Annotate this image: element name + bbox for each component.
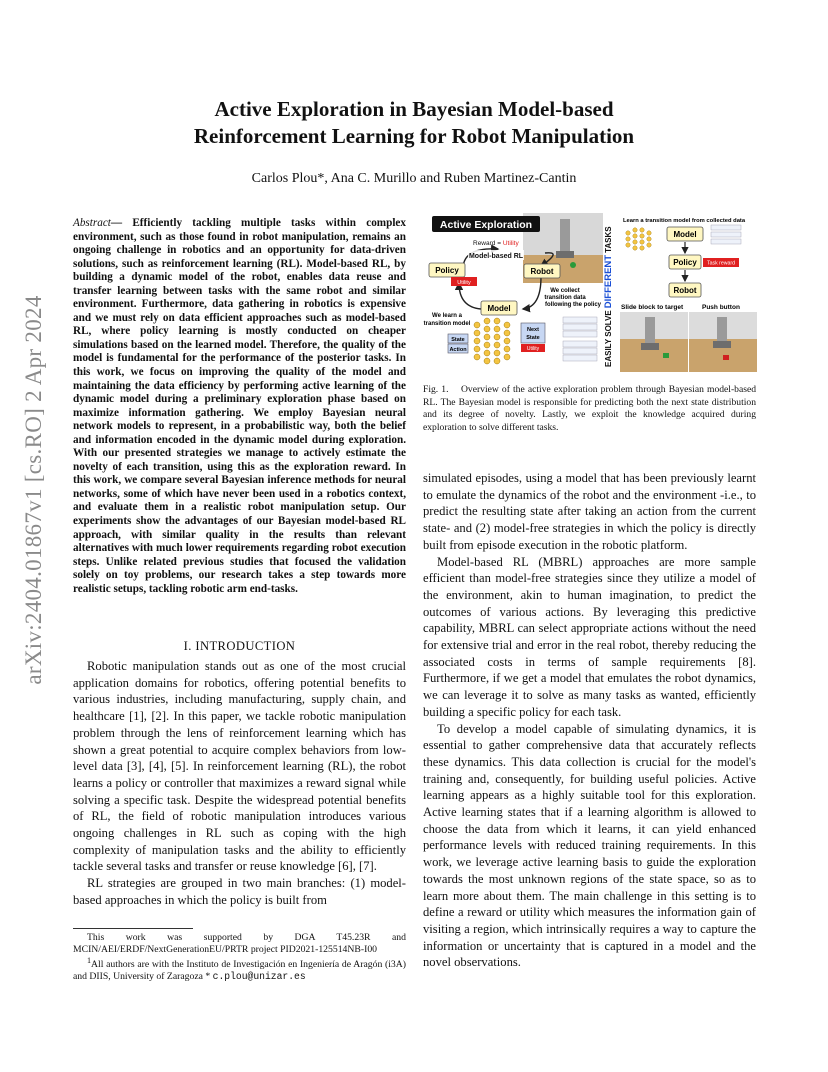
we-learn-line-1: We learn a xyxy=(432,313,462,319)
section-heading: I. INTRODUCTION xyxy=(183,639,296,653)
right-column-body xyxy=(423,470,756,971)
action-input: Action xyxy=(449,347,467,353)
transition-data-table xyxy=(563,317,597,361)
title-line-2: Reinforcement Learning for Robot Manipulation xyxy=(193,124,635,148)
footnotes xyxy=(73,932,406,983)
neural-network-icon xyxy=(474,318,510,364)
right-neural-network-icon xyxy=(626,228,651,250)
intro-paragraph-2: RL strategies are grouped in two main branches: (1) model-based approaches in which the policy is built from xyxy=(73,876,406,907)
policy-label: Policy xyxy=(435,266,459,275)
model-utility-output: Utility xyxy=(526,346,540,352)
collected-data-table xyxy=(711,225,741,244)
model-based-rl-label: Model-based RL xyxy=(468,253,524,260)
robot-label: Robot xyxy=(530,267,554,276)
caption-label: Fig. 1. xyxy=(423,384,449,395)
introduction-body xyxy=(73,658,406,909)
we-collect-line-1: We collect xyxy=(550,288,580,294)
we-learn-line-2: transition model xyxy=(423,321,471,327)
right-paragraph-2: Model-based RL (MBRL) approaches are more sample efficient than model-free strategies since they utilize a model of the environment, akin to human imagination, to predict the outcomes of various actions. By leveraging this predictive capability, MBRL can select appropriate actions without the need for extensive trial and error in the real robot, thereby reducing the associated costs in terms of sample requirements [8]. Furthermore, if we get a model that emulates the robot dynamics, we can leverage it to solve as many tasks as wanted, efficiently building a specific policy for each task. xyxy=(423,554,756,719)
model-label: Model xyxy=(487,304,511,313)
figure-1-diagram xyxy=(423,213,757,374)
footnote-rule xyxy=(73,928,193,929)
task-reward-tag: Task reward xyxy=(707,260,735,267)
next-state-line-1: Next xyxy=(527,327,539,333)
abstract-label: Abstract xyxy=(73,217,111,229)
learn-transition-caption: Learn a transition model from collected data xyxy=(623,218,746,224)
we-collect-line-2: transition data xyxy=(544,295,586,301)
abstract-text: — Efficiently tackling multiple tasks within complex environment, such as those found in robot manipulation, remains an ongoing challenge in robotics and an opportunity for data-driven solutions, such as reinforcement learning (RL). Model-based RL, by building a dynamic model of the robot, enables data reuse and transfer learning between tasks with the same robot and similar environment. Furthermore, data gathering in robotics is expensive and we must rely on data efficient approaches such as model-based RL, where policy learning is mostly conducted on cheaper simulations based on the learned model. Therefore, the quality of the model is fundamental for the performance of the posterior tasks. In this work, we focus on improving the quality of the model and maintaining the data efficiency by performing active learning of the dynamic model during a preliminary exploration phase based on maximize information gathering. We employ Bayesian neural network models to represent, in a probabilistic way, both the belief and information encoded in the dynamic model during exploration. With our presented strategies we manage to actively estimate the novelty of each transition, using this as the exploration reward. In this work, we compare several Bayesian inference methods for neural networks, some of which have never been used in a robotics context, and evaluate them in a realistic robot manipulation setup. Our experiments show the advantages of our Bayesian model-based RL approach, with similar quality in the results than relevant alternatives with much lower requirements regarding robot execution steps. Unlike related previous studies that focused the validation solely on toy problems, our research takes a step towards more realistic setups, tackling robotic arm end-tasks. xyxy=(73,217,406,595)
policy-utility-tag: Utility xyxy=(457,280,471,286)
right-paragraph-3: To develop a model capable of simulating dynamics, it is essential to gather comprehensive data that accurately reflects these dynamics. This data collection is crucial for the model's training and, consequently, for building useful policies. Active learning appears as a highly suitable tool for this exploration. Active learning states that if a learning algorithm is allowed to choose the data from which it learns, it can yield enhanced performance levels with reduced training requirements. In this work, we leverage active learning basis to guide the exploration towards the most unknown regions of the state space, so as to learn more about them. The main challenge in this setting is to define a reward or utility which measures the information gain of visiting a region, which intrinsically requires a way to capture the information or uncertainty that is captured in a model and the novel observations. xyxy=(423,721,756,970)
slide-block-caption: Slide block to target xyxy=(621,304,684,311)
right-paragraph-1: simulated episodes, using a model that has been previously learnt to emulate the dynamics of the robot and the environment -i.e., to predict the resulting state after taking an action from the current state- and (2) model-free strategies in which the policy is directly built from episode execution in the robotic platform. xyxy=(423,471,756,552)
author-list: Carlos Plou*, Ana C. Murillo and Ruben Martinez-Cantin xyxy=(251,171,577,186)
we-collect-line-3: following the policy xyxy=(545,302,601,308)
caption-text: Overview of the active exploration problem through Bayesian model-based RL. The Bayesian model is responsible for predicting both the next state distribution and its degree of novelty. Lastly, we exploit the knowledge acquired during exploration to solve different tasks. xyxy=(423,384,757,433)
author-email: c.plou@unizar.es xyxy=(212,971,306,983)
right-model-label: Model xyxy=(673,230,697,239)
intro-paragraph-1: Robotic manipulation stands out as one of the most crucial application domains for robotics, offering potential benefits to various industries, including manufacturing, supply chain, and healthcare [1], [2]. In this paper, we tackle robotic manipulation problem through the lens of reinforcement learning which has shown a great potential to acquire complex behaviors from low-level data [3], [4], [5]. In reinforcement learning (RL), the robot learns a policy or controller that maximizes a reward signal while solving a specific task. Despite the widespread potential benefits of RL, the field of robotic manipulation introduces various ongoing challenges in RL such as coping with the high complexity of manipulation tasks and the ability to efficiently tackle several tasks and transfer or reuse knowledge [6], [7]. xyxy=(73,659,406,874)
footnote-affiliation: $^1$All authors are with the Instituto de Investigación en Ingeniería de Aragón (i3A) and DIIS, University of Zaragoza * c.plou@unizar.es xyxy=(73,956,406,983)
easily-solve-different-tasks: EASILY SOLVEDIFFERENTTASKS xyxy=(603,226,614,367)
slide-block-photo xyxy=(620,312,688,372)
next-state-line-2: State xyxy=(526,335,540,341)
right-policy-label: Policy xyxy=(673,258,697,267)
active-exploration-label: Active Exploration xyxy=(439,219,533,231)
paper-title xyxy=(120,96,708,150)
push-button-photo xyxy=(689,312,757,372)
title-line-1: Active Exploration in Bayesian Model-based xyxy=(214,97,614,121)
push-button-caption: Push button xyxy=(702,304,740,311)
abstract xyxy=(73,217,406,596)
right-robot-label: Robot xyxy=(673,286,697,295)
footnote-funding: This work was supported by DGA T45.23R and MCIN/AEI/ERDF/NextGenerationEU/PRTR project PID2021-125514NB-I00 xyxy=(73,932,406,955)
reward-text: Reward = Utility xyxy=(473,240,519,247)
arxiv-identifier: arXiv:2404.01867v1 [cs.RO] 2 Apr 2024 xyxy=(21,295,46,685)
figure-1 xyxy=(423,213,757,374)
figure-caption xyxy=(423,384,756,434)
state-input: State xyxy=(451,337,465,343)
